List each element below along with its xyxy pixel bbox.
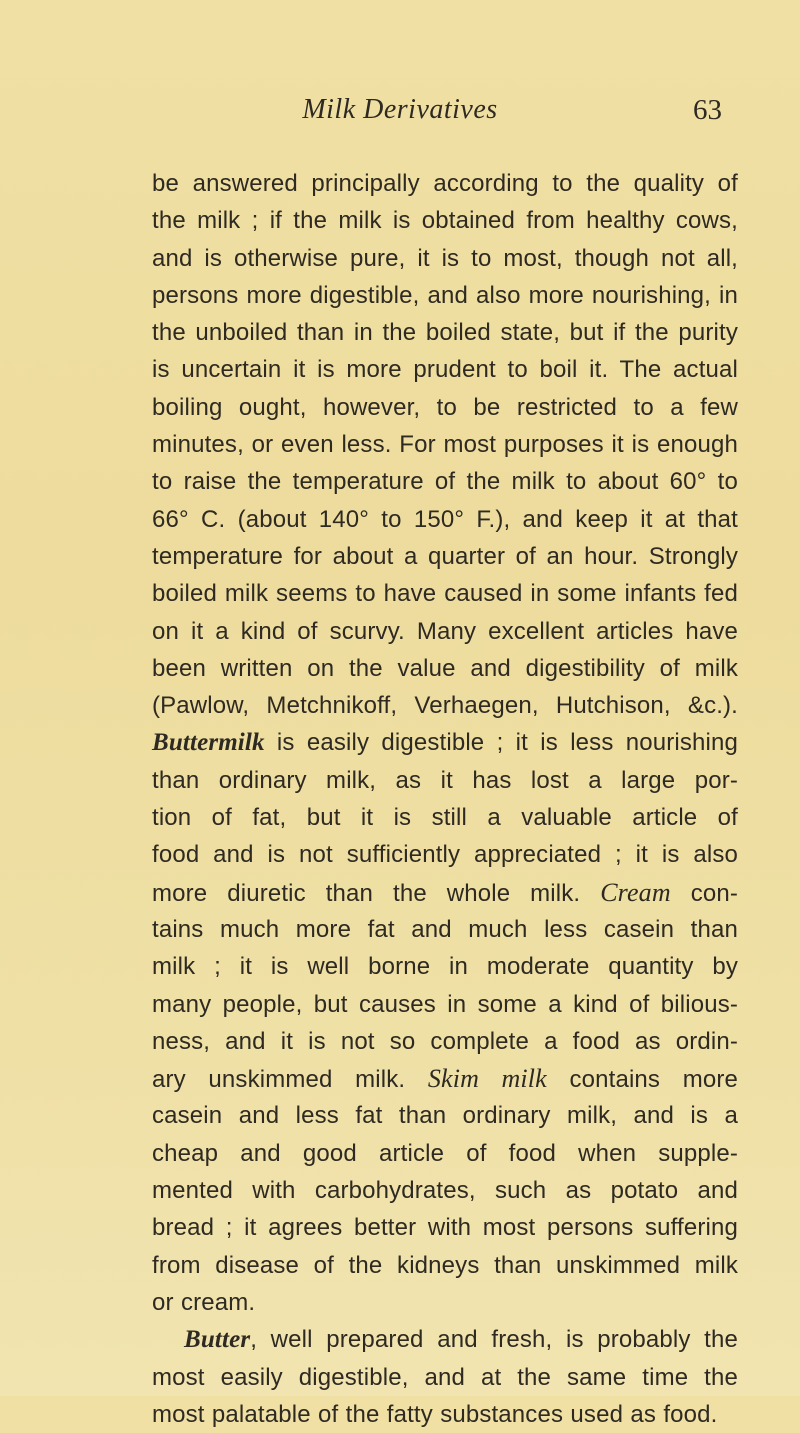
text-run: ary unskimmed milk. bbox=[152, 1066, 428, 1094]
text-line: (Pawlow, Metchnikoff, Verhaegen, Hutchison, &c.). bbox=[152, 692, 738, 720]
text-line: from disease of the kidneys than unskimmed milk bbox=[152, 1251, 738, 1279]
text-run: more diuretic than the whole milk. bbox=[152, 879, 601, 907]
text-line: 66° C. (about 140° to 150° F.), and keep it at that bbox=[152, 505, 738, 533]
text-line: is uncertain it is more prudent to boil it. The actual bbox=[152, 356, 738, 384]
text-line: than ordinary milk, as it has lost a large por- bbox=[152, 766, 738, 794]
text-line: most easily digestible, and at the same time the bbox=[152, 1363, 738, 1391]
text-line: tains much more fat and much less casein than bbox=[152, 915, 738, 943]
text-line bbox=[152, 1321, 738, 1358]
text-line bbox=[152, 724, 738, 761]
page-header bbox=[120, 92, 722, 132]
term-skim-milk: Skim milk bbox=[427, 1064, 547, 1094]
paragraph bbox=[152, 165, 738, 1321]
text-line: to raise the temperature of the milk to about 60° to bbox=[152, 468, 738, 496]
text-line: most palatable of the fatty substances used as food. bbox=[152, 1400, 718, 1428]
text-line: ness, and it is not so complete a food as ordin- bbox=[152, 1027, 738, 1055]
term-cream: Cream bbox=[600, 877, 671, 907]
text-line: tion of fat, but it is still a valuable article of bbox=[152, 804, 738, 832]
text-line: boiling ought, however, to be restricted to a few bbox=[152, 393, 738, 421]
text-run: is easily digestible ; it is less nourishing bbox=[264, 729, 738, 757]
text-line: be answered principally according to the quality of bbox=[152, 170, 738, 197]
text-run: contains more bbox=[546, 1066, 739, 1094]
text-line: minutes, or even less. For most purposes it is enough bbox=[152, 431, 738, 459]
text-line: the unboiled than in the boiled state, but if the purity bbox=[152, 319, 738, 347]
paragraph bbox=[152, 1321, 738, 1433]
text-line: on it a kind of scurvy. Many excellent articles have bbox=[152, 617, 738, 645]
text-line: cheap and good article of food when supple- bbox=[152, 1139, 738, 1167]
text-line: temperature for about a quarter of an hour. Strongly bbox=[152, 542, 738, 570]
term-buttermilk: Buttermilk bbox=[152, 729, 265, 757]
text-line bbox=[152, 874, 738, 911]
body-text bbox=[152, 165, 738, 1433]
text-run: con- bbox=[670, 879, 738, 907]
text-line: been written on the value and digestibility of milk bbox=[152, 654, 738, 682]
text-line bbox=[152, 1060, 738, 1097]
text-line: or cream. bbox=[152, 1288, 256, 1316]
text-line: bread ; it agrees better with most persons suffering bbox=[152, 1214, 738, 1242]
text-run: , well prepared and fresh, is probably the bbox=[250, 1326, 738, 1354]
text-line: mented with carbohydrates, such as potato and bbox=[152, 1177, 738, 1205]
text-line: persons more digestible, and also more nourishing, in bbox=[152, 281, 738, 309]
text-line: the milk ; if the milk is obtained from healthy cows, bbox=[152, 207, 738, 235]
running-title: Milk Derivatives bbox=[302, 94, 498, 125]
page-number: 63 bbox=[693, 94, 722, 126]
term-butter: Butter bbox=[184, 1326, 251, 1354]
text-line: boiled milk seems to have caused in some infants fed bbox=[152, 580, 738, 608]
text-line: milk ; it is well borne in moderate quantity by bbox=[152, 953, 738, 981]
text-line: food and is not sufficiently appreciated ; it is also bbox=[152, 841, 738, 869]
text-line: and is otherwise pure, it is to most, though not all, bbox=[152, 244, 738, 272]
text-line: many people, but causes in some a kind of bilious- bbox=[152, 990, 738, 1018]
text-line: casein and less fat than ordinary milk, and is a bbox=[152, 1102, 738, 1130]
